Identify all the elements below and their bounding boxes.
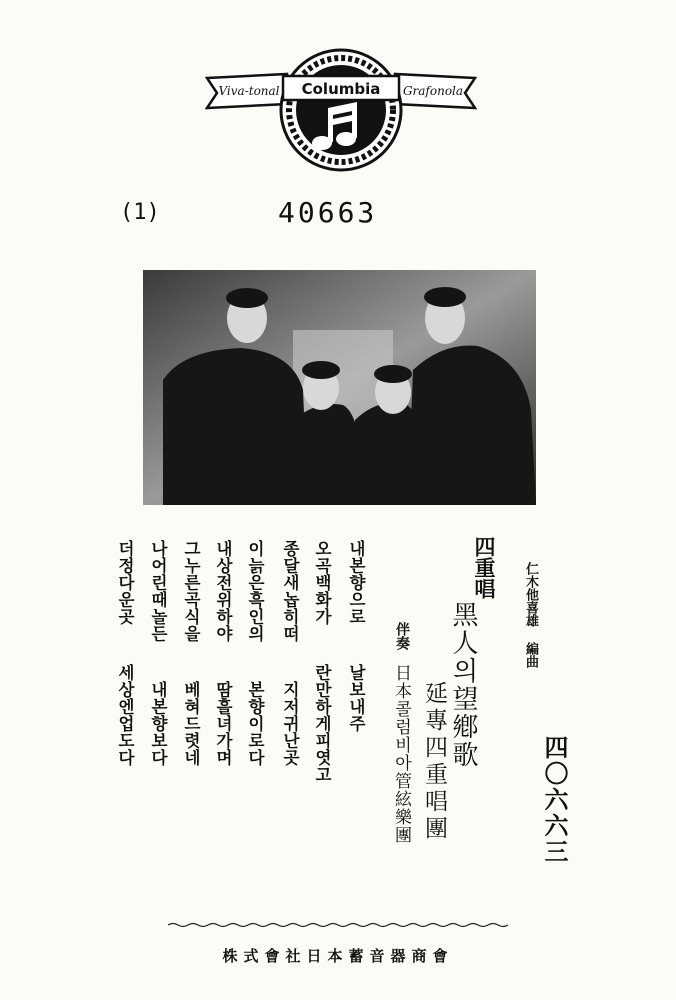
- footer-divider: [168, 922, 508, 928]
- accompaniment-name: 日本콜럼비아管絃樂團: [391, 664, 411, 844]
- company-name: 株式會社日本蓄音器商會: [222, 947, 454, 965]
- accompaniment-label: 伴奏: [394, 622, 410, 650]
- lyric-line: 종달새놉히떠 지저귀난곳: [280, 540, 300, 766]
- song-title: 黑人의望鄕歌: [448, 601, 478, 769]
- lyric-line: 더정다운곳 세상엔업도다: [115, 540, 135, 766]
- genre-label: 四重唱: [472, 536, 497, 599]
- lyric-line: 내상전위하야 땀흘녀가며: [213, 540, 233, 766]
- arranger-credit: 仁木他喜雄 編曲: [523, 562, 538, 668]
- record-index: (1): [120, 200, 160, 225]
- lyric-line: 내본향으로 날보내주: [346, 540, 366, 732]
- columbia-logo: [205, 48, 477, 176]
- performer-name: 延專四重唱團: [421, 681, 447, 843]
- lyric-line: 나어린때놀든 내본향보다: [148, 540, 168, 766]
- lyric-line: 오곡백화가 란만하게피엿고: [312, 540, 332, 783]
- left-banner-text: Viva-tonal: [218, 84, 280, 98]
- catalog-number-kanji: 四〇六六三: [540, 735, 569, 865]
- record-number: 40663: [278, 196, 378, 229]
- quartet-photo: [143, 270, 536, 505]
- brand-name: Columbia: [301, 80, 381, 98]
- lyric-line: 이늙은흑인의 본향이로다: [245, 540, 265, 766]
- lyric-line: 그누른곡식을 베혀드렷네: [181, 540, 201, 766]
- right-banner-text: Grafonola: [402, 84, 464, 98]
